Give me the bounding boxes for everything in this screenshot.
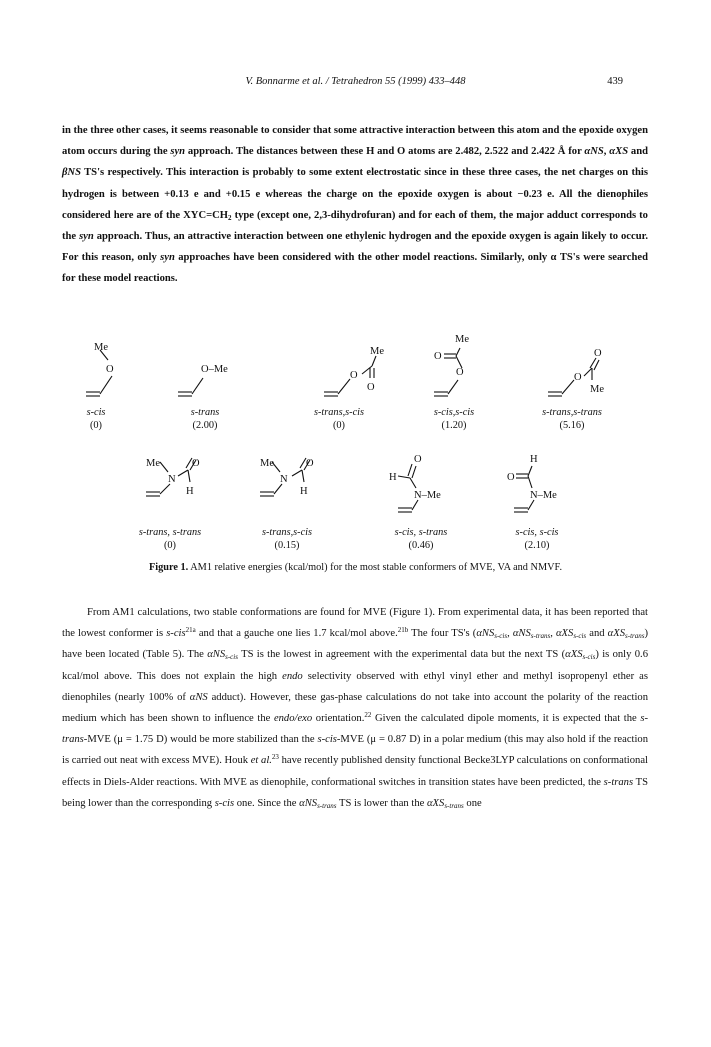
svg-text:Me: Me: [370, 346, 384, 357]
molecule-nmvf-s-cis-s-trans: [389, 454, 441, 512]
svg-text:O: O: [192, 458, 200, 469]
svg-text:N: N: [280, 474, 288, 485]
svg-text:H: H: [186, 486, 194, 497]
svg-text:H: H: [389, 472, 397, 483]
svg-text:O: O: [507, 472, 515, 483]
svg-text:O–Me: O–Me: [201, 364, 228, 375]
page-number: 439: [607, 76, 623, 87]
svg-text:Me: Me: [455, 334, 469, 345]
svg-text:N–Me: N–Me: [530, 490, 557, 501]
svg-text:Me: Me: [590, 384, 604, 395]
svg-text:H: H: [530, 454, 538, 465]
label-va-s-trans-s-cis: s-trans,s-cis (0): [313, 407, 365, 431]
svg-text:O: O: [306, 458, 314, 469]
label-mve-s-cis: s-cis (0): [86, 407, 106, 431]
svg-text:Me: Me: [94, 342, 108, 353]
label-va-s-trans-s-trans: s-trans,s-trans (5.16): [542, 407, 602, 431]
molecule-va-s-cis-s-cis: [434, 334, 469, 396]
paragraph-2: From AM1 calculations, two stable conformations are found for MVE (Figure 1). From experimental data, it has been reported that the lowest conformer is s-cis$^{21a}$ and that a gauche one lies 1.7 kcal/mol above.$^{21b}$ The four TS's (αNS$_{s-cis}$, αNS$_{s-trans}$, αXS$_{s-cis}$ and αXS$_{s-trans}$) have been located (Table 5). The αNS$_{s-cis}$ TS is the lowest in agreement with the experimental data but the next TS (αXS$_{s-cis}$) is only 0.6 kcal/mol above. This does not explain the high endo selectivity observed with ethyl vinyl ether and methyl isopropenyl ether as dienophiles (nearly 100% of αNS adduct). However, these gas-phase calculations do not take into account the polarity of the reaction medium which has been shown to influence the endo/exo orientation.$^{22}$ Given the calculated dipole moments, it is expected that the s-trans-MVE (μ = 1.75 D) would be more stabilized than the s-cis-MVE (μ = 0.87 D) in a polar medium (this may also hold if the reaction is carried out neat with excess MVE). Houk et al.$^{23}$ have recently published density functional Becke3LYP calculations on conformational effects in Diels-Alder reactions. With MVE as dienophile, conformational switches in transition states have been predicted, the s-trans TS being lower than the corresponding s-cis one. Since the αNS$_{s-trans}$ TS is lower than the αXS$_{s-trans}$ one: [62, 607, 648, 810]
svg-text:O: O: [574, 372, 582, 383]
svg-text:Me: Me: [146, 458, 160, 469]
molecule-va-s-trans-s-cis: [324, 346, 384, 396]
label-nmvf-s-trans-s-cis: s-trans,s-cis (0.15): [261, 527, 313, 551]
molecule-va-s-trans-s-trans: [548, 348, 604, 396]
molecule-mve-s-trans: [178, 364, 228, 396]
label-va-s-cis-s-cis: s-cis,s-cis (1.20): [433, 407, 475, 431]
molecule-nmvf-s-cis-s-cis: [507, 454, 557, 512]
svg-text:O: O: [367, 382, 375, 393]
svg-text:N–Me: N–Me: [414, 490, 441, 501]
label-nmvf-s-cis-s-cis: s-cis, s-cis (2.10): [515, 527, 559, 551]
svg-text:Me: Me: [260, 458, 274, 469]
label-mve-s-trans: s-trans (2.00): [190, 407, 220, 431]
svg-text:O: O: [594, 348, 602, 359]
svg-text:O: O: [414, 454, 422, 465]
svg-text:O: O: [434, 351, 442, 362]
label-nmvf-s-cis-s-trans: s-cis, s-trans (0.46): [394, 527, 448, 551]
molecule-mve-s-cis: [86, 342, 114, 396]
molecule-nmvf-s-trans-s-cis: [260, 458, 314, 497]
svg-text:O: O: [350, 370, 358, 381]
molecule-nmvf-s-trans-s-trans: [146, 458, 200, 497]
svg-text:N: N: [168, 474, 176, 485]
svg-text:H: H: [300, 486, 308, 497]
paragraph-1: in the three other cases, it seems reasonable to consider that some attractive interaction between this atom and the epoxide oxygen atom occurs during the syn approach. The distances between these H and O atoms are 2.482, 2.522 and 2.422 Å for αNS, αXS and βNS TS's respectively. This interaction is probably to some extent electrostatic since in these three cases, the net charges on this hydrogen is between +0.13 e and +0.15 e whereas the charge on the epoxide oxygen is about −0.23 e. All the dienophiles considered here are of the $XYC=CH_2$ type (except one, 2,3-dihydrofuran) and for each of them, the major adduct corresponds to the syn approach. Thus, an attractive interaction between one ethylenic hydrogen and the epoxide oxygen is again likely to occur. For this reason, only syn approaches have been considered with the other model reactions. Similarly, only α TS's were searched for these model reactions.: [62, 125, 648, 285]
svg-text:O: O: [456, 367, 464, 378]
svg-text:O: O: [106, 364, 114, 375]
figure-1-caption: Figure 1. AM1 relative energies (kcal/mol) for the most stable conformers of MVE, VA and NMVF.: [148, 562, 563, 573]
running-title: V. Bonnarme et al. / Tetrahedron 55 (1999) 433–448: [245, 76, 466, 87]
label-nmvf-s-trans-s-trans: s-trans, s-trans (0): [138, 527, 202, 551]
